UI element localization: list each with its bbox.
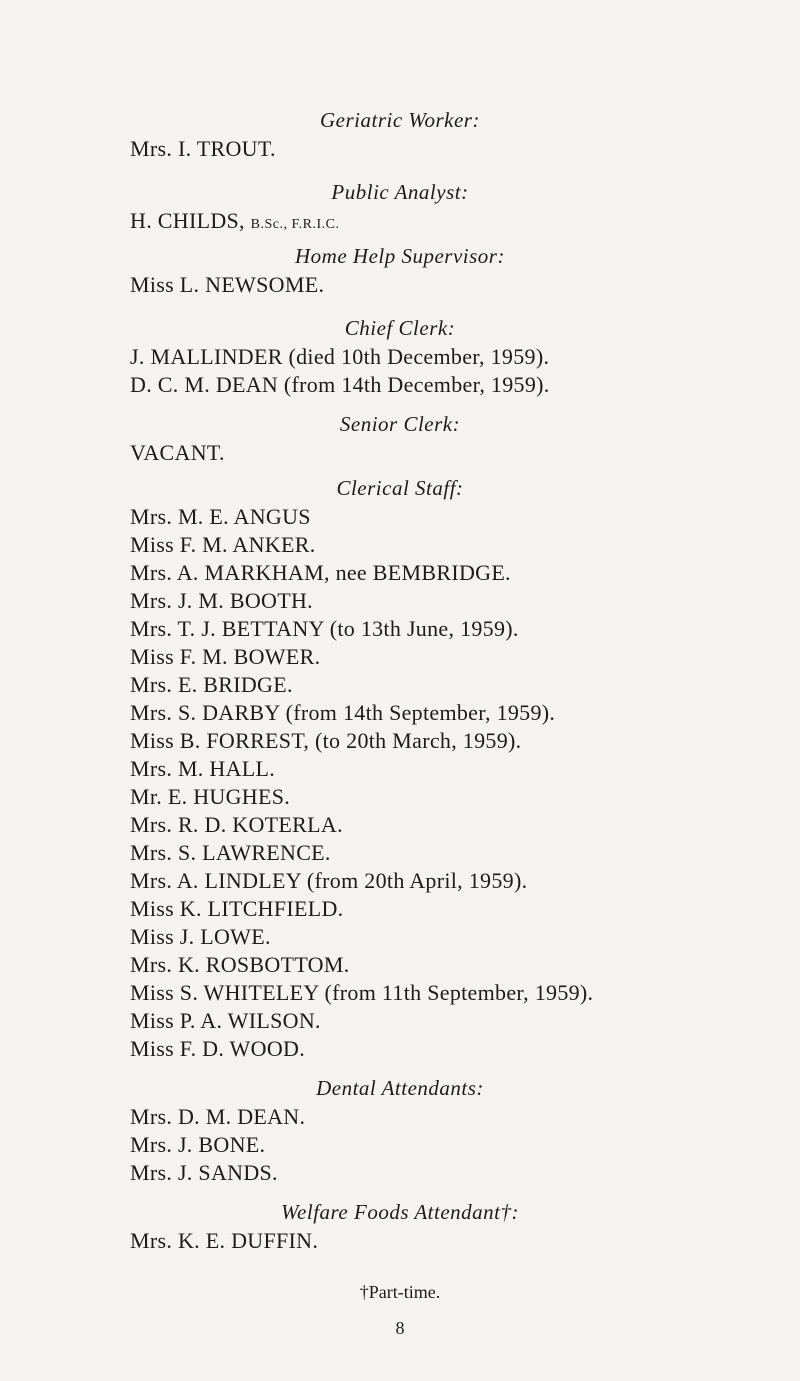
qualifications: B.Sc., F.R.I.C. [250,217,340,232]
heading-geriatric-worker: Geriatric Worker: [320,108,480,132]
staff-line: Mrs. D. M. DEAN. [130,1104,306,1129]
heading-senior-clerk: Senior Clerk: [339,412,461,436]
staff-line: D. C. M. DEAN (from 14th December, 1959). [130,372,550,397]
staff-line: Mrs. M. E. ANGUS [130,504,311,529]
heading-welfare-foods-attendant: Welfare Foods Attendant†: [280,1200,520,1224]
staff-line: Miss P. A. WILSON. [130,1008,321,1033]
staff-line: Mrs. S. DARBY (from 14th September, 1959). [130,700,556,725]
staff-line: Mrs. R. D. KOTERLA. [130,812,343,837]
staff-line: Miss S. WHITELEY (from 11th September, 1959). [130,980,594,1005]
staff-line: Mrs. K. ROSBOTTOM. [130,952,350,977]
staff-line: J. MALLINDER (died 10th December, 1959). [130,344,550,369]
staff-line: Miss K. LITCHFIELD. [130,896,344,921]
staff-line: Miss B. FORREST, (to 20th March, 1959). [130,728,522,753]
staff-line: Mrs. E. BRIDGE. [130,672,293,697]
staff-line: Mrs. I. TROUT. [130,136,276,161]
staff-name: H. CHILDS, [130,208,245,233]
staff-line: Miss L. NEWSOME. [130,272,325,297]
heading-public-analyst: Public Analyst: [331,180,469,204]
staff-line: Mrs. M. HALL. [130,756,276,781]
heading-dental-attendants: Dental Attendants: [316,1076,484,1100]
staff-line: Miss F. M. BOWER. [130,644,321,669]
staff-line: Mrs. T. J. BETTANY (to 13th June, 1959). [130,616,519,641]
footnote-part-time: †Part-time. [359,1282,441,1302]
staff-line: Mrs. K. E. DUFFIN. [130,1228,319,1253]
staff-line: Mrs. S. LAWRENCE. [130,840,331,865]
heading-home-help-supervisor: Home Help Supervisor: [295,244,505,268]
staff-line: Miss F. D. WOOD. [130,1036,305,1061]
staff-line: Mrs. J. BONE. [130,1132,266,1157]
staff-line: Mrs. J. M. BOOTH. [130,588,313,613]
page-number: 8 [395,1318,405,1338]
heading-chief-clerk: Chief Clerk: [344,316,456,340]
staff-line: VACANT. [130,440,225,465]
staff-line: Mrs. A. LINDLEY (from 20th April, 1959). [130,868,528,893]
staff-line: Miss J. LOWE. [130,924,271,949]
heading-clerical-staff: Clerical Staff: [336,476,464,500]
staff-line: Mrs. J. SANDS. [130,1160,278,1185]
staff-line: Mrs. A. MARKHAM, nee BEMBRIDGE. [130,560,511,585]
staff-line [130,208,340,234]
staff-line: Miss F. M. ANKER. [130,532,316,557]
staff-line: Mr. E. HUGHES. [130,784,291,809]
